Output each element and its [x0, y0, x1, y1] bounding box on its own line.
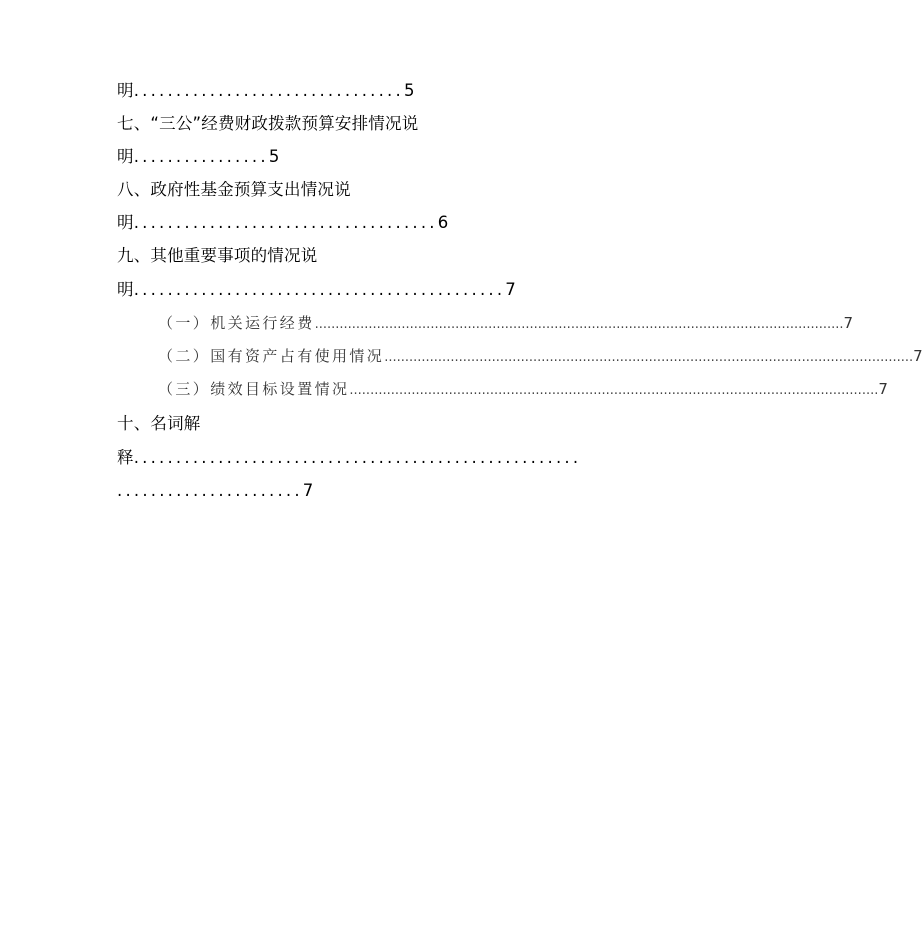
toc-entry-continuation: [117, 479, 314, 503]
toc-entry-text: 明: [117, 280, 134, 299]
toc-entry-continuation: [117, 446, 581, 470]
toc-leader-dots: ................................................................................................................................: [349, 383, 879, 398]
toc-subentry: [158, 378, 888, 402]
toc-entry-heading: [117, 244, 317, 268]
toc-page-number: 7: [913, 347, 923, 365]
toc-entry-text: 十、名词解: [117, 414, 201, 433]
toc-entry-continuation: [117, 145, 280, 169]
toc-subentry-text: （三）绩效目标设置情况: [158, 380, 350, 398]
toc-leader-dots: ......................: [117, 481, 303, 500]
toc-leader-dots: .....................................................: [133, 448, 582, 467]
toc-entry-text: 明: [117, 81, 134, 100]
toc-page-number: 7: [878, 380, 888, 398]
toc-leader-dots: ................................: [133, 81, 404, 100]
toc-entry-continuation: [117, 211, 448, 235]
toc-page-number: 7: [843, 314, 854, 332]
toc-entry-continuation: [117, 278, 516, 302]
toc-entry-text: 七、“三公”经费财政拨款预算安排情况说: [117, 114, 419, 133]
toc-subentry: [158, 345, 923, 369]
toc-page-number: 5: [268, 147, 280, 166]
toc-page-number: 6: [437, 213, 449, 232]
toc-entry-text: 释: [117, 448, 134, 467]
toc-page-number: 5: [403, 81, 415, 100]
toc-page-number: 7: [302, 481, 314, 500]
toc-entry-text: 九、其他重要事项的情况说: [117, 246, 318, 265]
toc-leader-dots: ................: [133, 147, 269, 166]
toc-entry-text: 明: [117, 147, 134, 166]
toc-entry-continuation: [117, 79, 415, 103]
toc-subentry-text: （一）机关运行经费: [158, 314, 315, 332]
toc-page-number: 7: [505, 280, 516, 299]
toc-leader-dots: ............................................: [133, 280, 506, 299]
toc-entry-heading: [117, 112, 418, 136]
toc-subentry-text: （二）国有资产占有使用情况: [158, 347, 385, 365]
toc-subentry: [158, 312, 854, 336]
toc-entry-text: 明: [117, 213, 134, 232]
toc-entry-heading: [117, 412, 201, 436]
toc-entry-heading: [117, 178, 351, 202]
toc-leader-dots: ....................................: [133, 213, 438, 232]
toc-leader-dots: ................................................................................................................................: [314, 317, 844, 332]
toc-entry-text: 八、政府性基金预算支出情况说: [117, 180, 351, 199]
toc-leader-dots: ................................................................................................................................: [384, 350, 914, 365]
